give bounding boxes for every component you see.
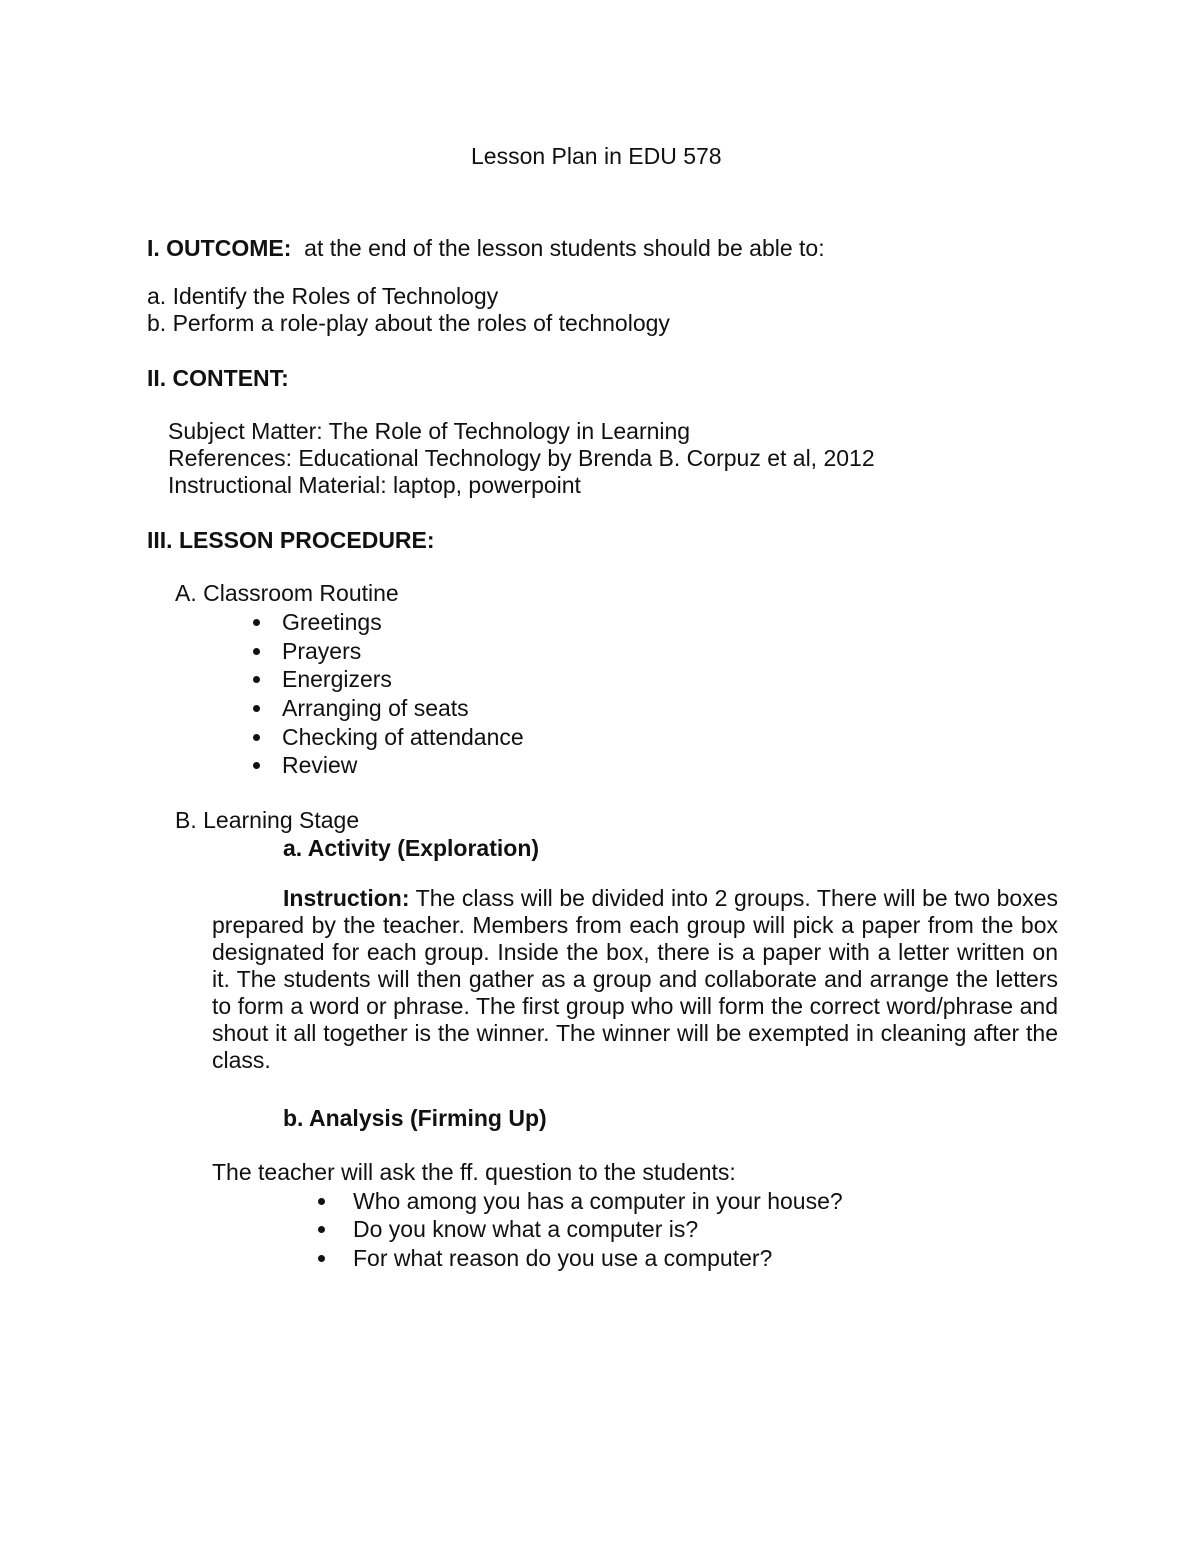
outcome-section bbox=[147, 234, 825, 262]
question-intro: The teacher will ask the ff. question to the students: bbox=[212, 1159, 736, 1185]
content-heading: II. CONTENT: bbox=[147, 365, 289, 391]
bullet-icon bbox=[253, 705, 260, 712]
list-item: Checking of attendance bbox=[253, 723, 524, 751]
list-item: For what reason do you use a computer? bbox=[318, 1244, 772, 1272]
instruction-label: Instruction: bbox=[283, 885, 410, 911]
outcome-intro: at the end of the lesson students should be able to: bbox=[304, 235, 825, 261]
classroom-routine-label: A. Classroom Routine bbox=[175, 580, 399, 606]
bullet-icon bbox=[318, 1226, 325, 1233]
bullet-icon bbox=[318, 1198, 325, 1205]
bullet-icon bbox=[253, 676, 260, 683]
outcome-heading: I. OUTCOME: bbox=[147, 235, 292, 261]
document-title: Lesson Plan in EDU 578 bbox=[471, 143, 722, 169]
instruction-text: The class will be divided into 2 groups. There will be two boxes prepared by the teacher. Members from each group will pick a paper from the box designated for each group. Inside the box, there is a paper with a letter written on it. The students will then gather as a group and collaborate and arrange the letters to form a word or phrase. The first group who will form the correct word/phrase and shout it all together is the winner. The winner will be exempted in cleaning after the class. bbox=[212, 885, 1058, 1073]
list-item: Energizers bbox=[253, 665, 392, 693]
outcome-item-a: a. Identify the Roles of Technology bbox=[147, 283, 499, 309]
content-instructional-material: Instructional Material: laptop, powerpoint bbox=[168, 472, 581, 498]
bullet-icon bbox=[253, 648, 260, 655]
bullet-icon bbox=[253, 762, 260, 769]
content-references: References: Educational Technology by Brenda B. Corpuz et al, 2012 bbox=[168, 445, 875, 471]
list-item: Who among you has a computer in your house? bbox=[318, 1187, 843, 1215]
analysis-heading: b. Analysis (Firming Up) bbox=[283, 1105, 547, 1131]
content-subject-matter: Subject Matter: The Role of Technology in Learning bbox=[168, 418, 691, 444]
bullet-icon bbox=[318, 1255, 325, 1262]
list-item: Do you know what a computer is? bbox=[318, 1215, 698, 1243]
list-item: Arranging of seats bbox=[253, 694, 469, 722]
activity-heading: a. Activity (Exploration) bbox=[283, 835, 540, 861]
bullet-icon bbox=[253, 734, 260, 741]
list-item: Greetings bbox=[253, 608, 382, 636]
bullet-icon bbox=[253, 619, 260, 626]
instruction-paragraph bbox=[212, 885, 1058, 1074]
learning-stage-label: B. Learning Stage bbox=[175, 807, 360, 833]
list-item: Review bbox=[253, 751, 357, 779]
procedure-heading: III. LESSON PROCEDURE: bbox=[147, 527, 435, 553]
list-item: Prayers bbox=[253, 637, 361, 665]
outcome-item-b: b. Perform a role-play about the roles of technology bbox=[147, 310, 670, 336]
